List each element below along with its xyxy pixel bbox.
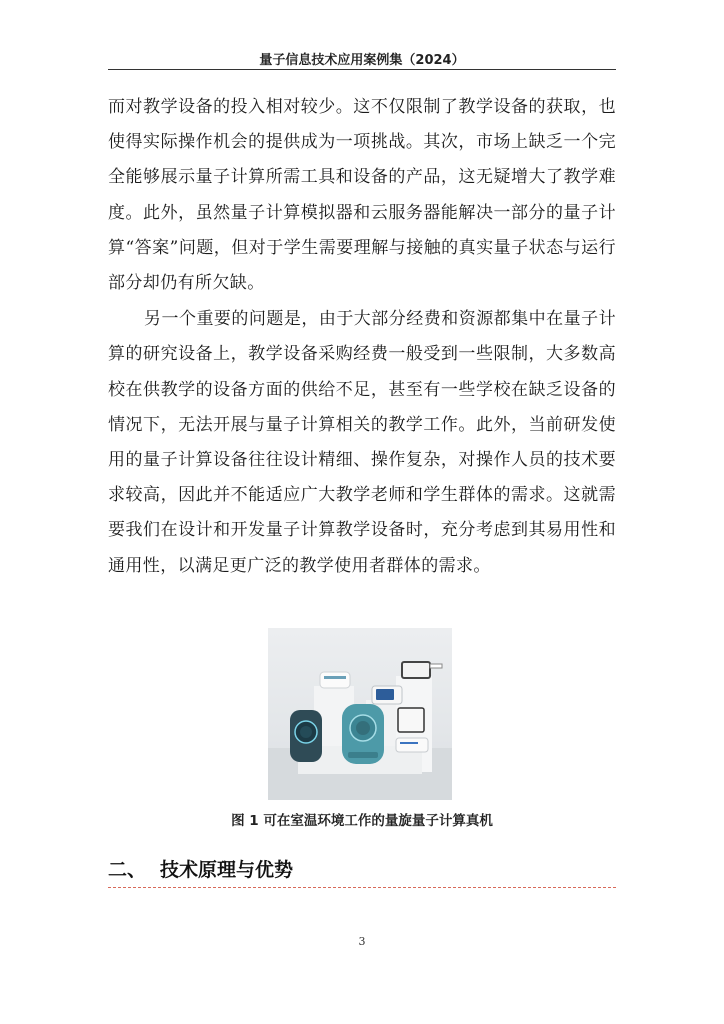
quantum-devices-illustration bbox=[268, 628, 452, 800]
low-device bbox=[396, 738, 428, 752]
paragraph-1: 而对教学设备的投入相对较少。这不仅限制了教学设备的获取，也使得实际操作机会的提供成为一项挑战。其次，市场上缺乏一个完全能够展示量子计算所需工具和设备的产品，这无疑增大了教学难度。此外，虽然量子计算模拟器和云服务器能解决一部分的量子计算“答案”问题，但对于学生需要理解与接触的真实量子状态与运行部分却仍有所欠缺。 bbox=[108, 97, 616, 294]
desktop-device bbox=[320, 672, 350, 688]
paragraph-2: 另一个重要的问题是，由于大部分经费和资源都集中在量子计算的研究设备上，教学设备采购经费一般受到一些限制，大多数高校在供教学的设备方面的供给不足，甚至有一些学校在缺乏设备的情况下，无法开展与量子计算相关的教学工作。此外，当前研发使用的量子计算设备往往设计精细、操作复杂，对操作人员的技术要求较高，因此并不能适应广大教学老师和学生群体的需求。这就需要我们在设计和开发量子计算教学设备时，充分考虑到其易用性和通用性，以满足更广泛的教学使用者群体的需求。 bbox=[108, 309, 616, 576]
section-divider bbox=[108, 887, 616, 888]
running-header: 量子信息技术应用案例集（2024） bbox=[259, 53, 465, 68]
black-frame-device bbox=[402, 662, 430, 678]
square-device bbox=[398, 708, 424, 732]
header-rule bbox=[108, 69, 616, 70]
section-number: 二、 bbox=[108, 859, 147, 881]
page-number: 3 bbox=[358, 935, 366, 948]
figure-quantum-computers-photo bbox=[268, 628, 452, 800]
body-text bbox=[108, 90, 616, 584]
section-heading bbox=[108, 855, 293, 882]
section-title: 技术原理与优势 bbox=[160, 859, 294, 881]
figure-caption: 图 1 可在室温环境工作的量旋量子计算真机 bbox=[231, 813, 493, 829]
